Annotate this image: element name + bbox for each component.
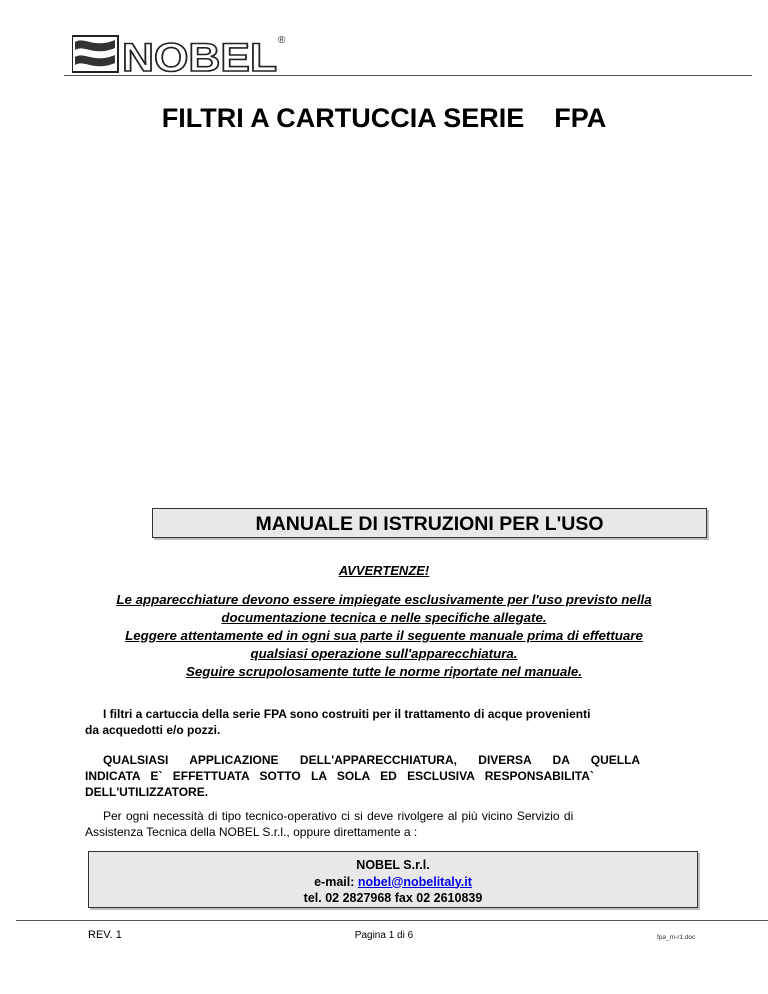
brand-text: NOBEL bbox=[122, 36, 277, 75]
warning-heading: AVVERTENZE! bbox=[338, 563, 430, 578]
paragraph-usage bbox=[85, 706, 705, 738]
paragraph-line: Per ogni necessità di tipo tecnico-operativo ci si deve rivolgere al più vicino Servizio di bbox=[103, 809, 574, 823]
contact-email-row bbox=[89, 874, 697, 891]
footer-rule bbox=[16, 920, 768, 921]
header-rule bbox=[64, 75, 752, 76]
page-title: FILTRI A CARTUCCIA SERIE FPA bbox=[161, 103, 607, 133]
nobel-logo bbox=[72, 33, 287, 75]
footer-page-number: Pagina 1 di 6 bbox=[354, 930, 414, 941]
wave-icon bbox=[72, 36, 118, 72]
manual-title-box bbox=[152, 508, 707, 538]
paragraph-line: da acquedotti e/o pozzi. bbox=[85, 723, 221, 737]
warning-line: Leggere attentamente ed in ogni sua parte il seguente manuale prima di effettuare bbox=[125, 628, 643, 643]
warning-line: Le apparecchiature devono essere impiegate esclusivamente per l'uso previsto nella bbox=[116, 592, 652, 607]
warning-body bbox=[70, 591, 698, 681]
email-link[interactable]: nobel@nobelitaly.it bbox=[357, 874, 472, 889]
manual-title: MANUALE DI ISTRUZIONI PER L'USO bbox=[255, 513, 604, 535]
paragraph-line: QUALSIASI APPLICAZIONE DELL'APPARECCHIATURA, DIVERSA DA QUELLA bbox=[103, 753, 641, 767]
email-label: e-mail: bbox=[314, 874, 358, 889]
warning-line: Seguire scrupolosamente tutte le norme riportate nel manuale. bbox=[185, 664, 583, 679]
warning-line: documentazione tecnica e nelle specifiche allegate. bbox=[221, 610, 547, 625]
paragraph-line: I filtri a cartuccia della serie FPA sono costruiti per il trattamento di acque provenienti bbox=[103, 707, 591, 721]
paragraph-assistance bbox=[85, 808, 705, 840]
footer-filename: fpa_m-r1.doc bbox=[657, 934, 696, 941]
registered-mark: ® bbox=[278, 35, 286, 46]
paragraph-line: Assistenza Tecnica della NOBEL S.r.l., oppure direttamente a : bbox=[85, 825, 418, 839]
contact-box bbox=[88, 851, 698, 908]
paragraph-line: INDICATA E` EFFETTUATA SOTTO LA SOLA ED ESCLUSIVA RESPONSABILITA` bbox=[85, 769, 594, 783]
paragraph-liability bbox=[85, 752, 705, 800]
footer-revision: REV. 1 bbox=[88, 929, 122, 941]
paragraph-line: DELL'UTILIZZATORE. bbox=[85, 785, 209, 799]
contact-phone: tel. 02 2827968 fax 02 2610839 bbox=[303, 891, 483, 905]
warning-line: qualsiasi operazione sull'apparecchiatura. bbox=[250, 646, 518, 661]
contact-company: NOBEL S.r.l. bbox=[356, 858, 430, 872]
